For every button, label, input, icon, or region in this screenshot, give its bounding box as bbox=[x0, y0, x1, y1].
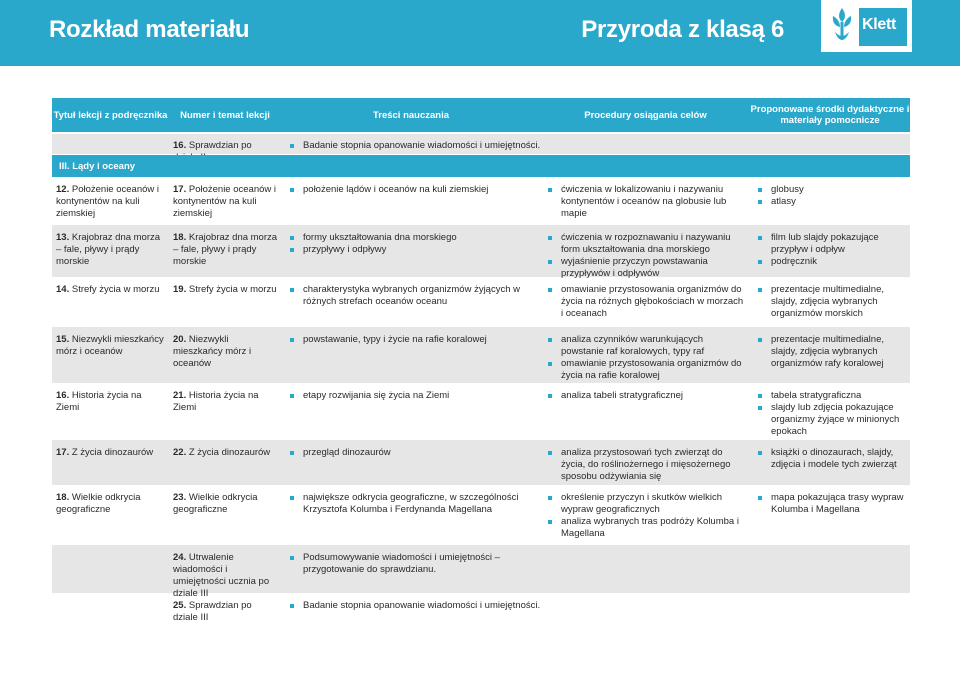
table-row bbox=[52, 545, 910, 599]
book-number: 17. bbox=[56, 447, 70, 458]
content-cell bbox=[290, 492, 545, 516]
content-cell bbox=[290, 552, 545, 576]
klett-emblem-icon bbox=[829, 6, 855, 46]
book-title-cell bbox=[56, 184, 164, 220]
bullet-item: globusy bbox=[758, 184, 908, 196]
book-number: 16. bbox=[56, 390, 70, 401]
table-header bbox=[52, 98, 910, 132]
bullet-item: ćwiczenia w lokalizowaniu i nazywaniu kontynentów i oceanów na globusie lub mapie bbox=[548, 184, 746, 220]
bullet-item: powstawanie, typy i życie na rafie koralowej bbox=[290, 334, 545, 346]
book-title: Z życia dinozaurów bbox=[71, 447, 154, 458]
lesson-cell bbox=[173, 390, 279, 414]
column-header-lesson: Numer i temat lekcji bbox=[180, 109, 270, 121]
lesson-number: 24. bbox=[173, 552, 187, 563]
klett-logo bbox=[821, 0, 912, 52]
bullet-item: podręcznik bbox=[758, 256, 908, 268]
bullet-item: prezentacje multimedialne, slajdy, zdjęcia wybranych organizmów rafy koralowej bbox=[758, 334, 908, 370]
bullet-list bbox=[548, 184, 746, 220]
book-title: Położenie oceanów i kontynentów na kuli ziemskiej bbox=[56, 184, 160, 219]
book-title: Strefy życia w morzu bbox=[71, 284, 160, 295]
bullet-list bbox=[548, 390, 746, 402]
book-number: 18. bbox=[56, 492, 70, 503]
bullet-item: Badanie stopnia opanowanie wiadomości i umiejętności. bbox=[290, 600, 545, 612]
lesson-cell: 16. Sprawdzian po bbox=[173, 140, 252, 151]
lesson-number: 18. bbox=[173, 232, 187, 243]
lesson-title: Strefy życia w morzu bbox=[188, 284, 277, 295]
lesson-title: Położenie oceanów i kontynentów na kuli ziemskiej bbox=[173, 184, 277, 219]
bullet-item: etapy rozwijania się życia na Ziemi bbox=[290, 390, 545, 402]
content-cell bbox=[290, 140, 545, 152]
lesson-number: 23. bbox=[173, 492, 187, 503]
procedures-cell bbox=[548, 232, 746, 280]
bullet-list bbox=[290, 492, 545, 516]
content-cell bbox=[290, 334, 545, 346]
book-title-cell bbox=[56, 447, 164, 459]
document-title: Rozkład materiału bbox=[49, 16, 250, 43]
lesson-title: Krajobraz dna morza – fale, pływy i prądy morskie bbox=[173, 232, 278, 267]
table-row bbox=[52, 440, 910, 485]
procedures-cell bbox=[548, 492, 746, 540]
lesson-cell bbox=[173, 600, 279, 624]
bullet-list bbox=[548, 447, 746, 483]
procedures-cell bbox=[548, 447, 746, 483]
bullet-list bbox=[758, 334, 908, 370]
book-title-cell bbox=[56, 334, 164, 358]
bullet-item: formy ukształtowania dna morskiego bbox=[290, 232, 545, 244]
lesson-number: 25. bbox=[173, 600, 187, 611]
bullet-item: przypływy i odpływy bbox=[290, 244, 545, 256]
procedures-cell bbox=[548, 390, 746, 402]
book-title-cell bbox=[56, 390, 164, 414]
bullet-list bbox=[758, 184, 908, 208]
lesson-cell bbox=[173, 284, 279, 296]
bullet-item: omawianie przystosowania organizmów do życia na rafie koralowej bbox=[548, 358, 746, 382]
book-title-cell bbox=[56, 232, 164, 268]
bullet-list bbox=[548, 334, 746, 382]
table-row bbox=[52, 177, 910, 225]
table-row bbox=[52, 277, 910, 327]
bullet-list bbox=[548, 232, 746, 280]
bullet-list bbox=[290, 447, 545, 459]
book-number: 15. bbox=[56, 334, 70, 345]
content-cell bbox=[290, 447, 545, 459]
content-cell bbox=[290, 184, 545, 196]
bullet-item: wyjaśnienie przyczyn powstawania przypływów i odpływów bbox=[548, 256, 746, 280]
bullet-list bbox=[758, 284, 908, 320]
bullet-item: tabela stratygraficzna bbox=[758, 390, 908, 402]
lesson-number: 21. bbox=[173, 390, 187, 401]
materials-cell bbox=[758, 334, 908, 370]
materials-cell bbox=[758, 232, 908, 268]
bullet-list bbox=[758, 232, 908, 268]
lesson-title: Wielkie odkrycia geograficzne bbox=[173, 492, 258, 515]
bullet-list bbox=[548, 284, 746, 320]
bullet-item: charakterystyka wybranych organizmów żyjących w różnych strefach oceanów oceanu bbox=[290, 284, 545, 308]
bullet-item: największe odkrycia geograficzne, w szczególności Krzysztofa Kolumba i Ferdynanda Magellana bbox=[290, 492, 545, 516]
materials-cell bbox=[758, 390, 908, 438]
bullet-item: położenie lądów i oceanów na kuli ziemskiej bbox=[290, 184, 545, 196]
lesson-title: Historia życia na Ziemi bbox=[173, 390, 259, 413]
procedures-cell bbox=[548, 184, 746, 220]
bullet-list bbox=[548, 492, 746, 540]
bullet-item: analiza wybranych tras podróży Kolumba i Magellana bbox=[548, 516, 746, 540]
bullet-list bbox=[758, 492, 908, 516]
lesson-title: Utrwalenie wiadomości i umiejętności ucznia po dziale III bbox=[173, 552, 270, 599]
table-row bbox=[52, 327, 910, 383]
materials-cell bbox=[758, 284, 908, 320]
bullet-list bbox=[290, 184, 545, 196]
bullet-list bbox=[290, 232, 545, 256]
table-row bbox=[52, 225, 910, 277]
content-cell bbox=[290, 284, 545, 308]
lesson-cell bbox=[173, 232, 279, 268]
lesson-title: Z życia dinozaurów bbox=[188, 447, 271, 458]
bullet-list bbox=[758, 390, 908, 438]
column-header-content: Treści nauczania bbox=[372, 109, 450, 121]
lesson-title: Niezwykli mieszkańcy mórz i oceanów bbox=[173, 334, 252, 369]
procedures-cell bbox=[548, 284, 746, 320]
column-header-materials: Proponowane środki dydaktyczne i materiały pomocnicze bbox=[750, 104, 910, 126]
bullet-item: mapa pokazująca trasy wypraw Kolumba i Magellana bbox=[758, 492, 908, 516]
bullet-item: Podsumowywanie wiadomości i umiejętności – przygotowanie do sprawdzianu. bbox=[290, 552, 545, 576]
bullet-list bbox=[290, 390, 545, 402]
book-title-cell bbox=[56, 284, 164, 296]
bullet-item: Badanie stopnia opanowanie wiadomości i umiejętności. bbox=[290, 140, 545, 152]
bullet-item: prezentacje multimedialne, slajdy, zdjęcia wybranych organizmów morskich bbox=[758, 284, 908, 320]
bullet-list bbox=[290, 600, 545, 612]
lesson-number: 22. bbox=[173, 447, 187, 458]
lesson-cell bbox=[173, 334, 279, 370]
materials-cell bbox=[758, 447, 908, 471]
book-number: 14. bbox=[56, 284, 70, 295]
lesson-number: 17. bbox=[173, 184, 187, 195]
bullet-item: slajdy lub zdjęcia pokazujące organizmy żyjące w minionych epokach bbox=[758, 402, 908, 438]
lesson-number: 20. bbox=[173, 334, 187, 345]
book-title: Krajobraz dna morza – fale, pływy i prądy morskie bbox=[56, 232, 161, 267]
book-title: Wielkie odkrycia geograficzne bbox=[56, 492, 141, 515]
book-title: Historia życia na Ziemi bbox=[56, 390, 142, 413]
bullet-item: analiza czynników warunkujących powstanie raf koralowych, typy raf bbox=[548, 334, 746, 358]
content-cell bbox=[290, 600, 545, 612]
bullet-list bbox=[758, 447, 908, 471]
bullet-item: ćwiczenia w rozpoznawaniu i nazywaniu form ukształtowania dna morskiego bbox=[548, 232, 746, 256]
bullet-item: analiza tabeli stratygraficznej bbox=[548, 390, 746, 402]
content-cell bbox=[290, 390, 545, 402]
table-row bbox=[52, 134, 910, 154]
lesson-cell bbox=[173, 492, 279, 516]
lesson-cell bbox=[173, 184, 279, 220]
lesson-number: 19. bbox=[173, 284, 187, 295]
table-row bbox=[52, 593, 910, 633]
bullet-item: film lub slajdy pokazujące przypływ i odpływ bbox=[758, 232, 908, 256]
book-title: Niezwykli mieszkańcy mórz i oceanów bbox=[56, 334, 164, 357]
bullet-list bbox=[290, 552, 545, 576]
book-title-cell bbox=[56, 492, 164, 516]
bullet-list bbox=[290, 334, 545, 346]
lesson-cell bbox=[173, 447, 279, 459]
materials-cell bbox=[758, 184, 908, 208]
lesson-title: Sprawdzian po dziale III bbox=[173, 600, 252, 623]
logo-wordmark: Klett bbox=[859, 8, 907, 46]
book-number: 12. bbox=[56, 184, 70, 195]
column-header-procedures: Procedury osiągania celów bbox=[584, 109, 707, 121]
bullet-item: omawianie przystosowania organizmów do życia na różnych głębokościach w morzach i oceanach bbox=[548, 284, 746, 320]
bullet-list bbox=[290, 284, 545, 308]
section-title: III. Lądy i oceany bbox=[52, 155, 910, 177]
table-row bbox=[52, 383, 910, 440]
bullet-item: książki o dinozaurach, slajdy, zdjęcia i modele tych zwierząt bbox=[758, 447, 908, 471]
column-header-book-title: Tytuł lekcji z podręcznika bbox=[53, 109, 168, 121]
materials-cell bbox=[758, 492, 908, 516]
table-row bbox=[52, 485, 910, 545]
document-subtitle: Przyroda z klasą 6 bbox=[581, 16, 784, 43]
bullet-item: określenie przyczyn i skutków wielkich wypraw geograficznych bbox=[548, 492, 746, 516]
content-cell bbox=[290, 232, 545, 256]
book-number: 13. bbox=[56, 232, 70, 243]
bullet-item: przegląd dinozaurów bbox=[290, 447, 545, 459]
bullet-item: atlasy bbox=[758, 196, 908, 208]
procedures-cell bbox=[548, 334, 746, 382]
bullet-item: analiza przystosowań tych zwierząt do życia, do roślinożernego i mięsożernego sposobu odżywiania się bbox=[548, 447, 746, 483]
